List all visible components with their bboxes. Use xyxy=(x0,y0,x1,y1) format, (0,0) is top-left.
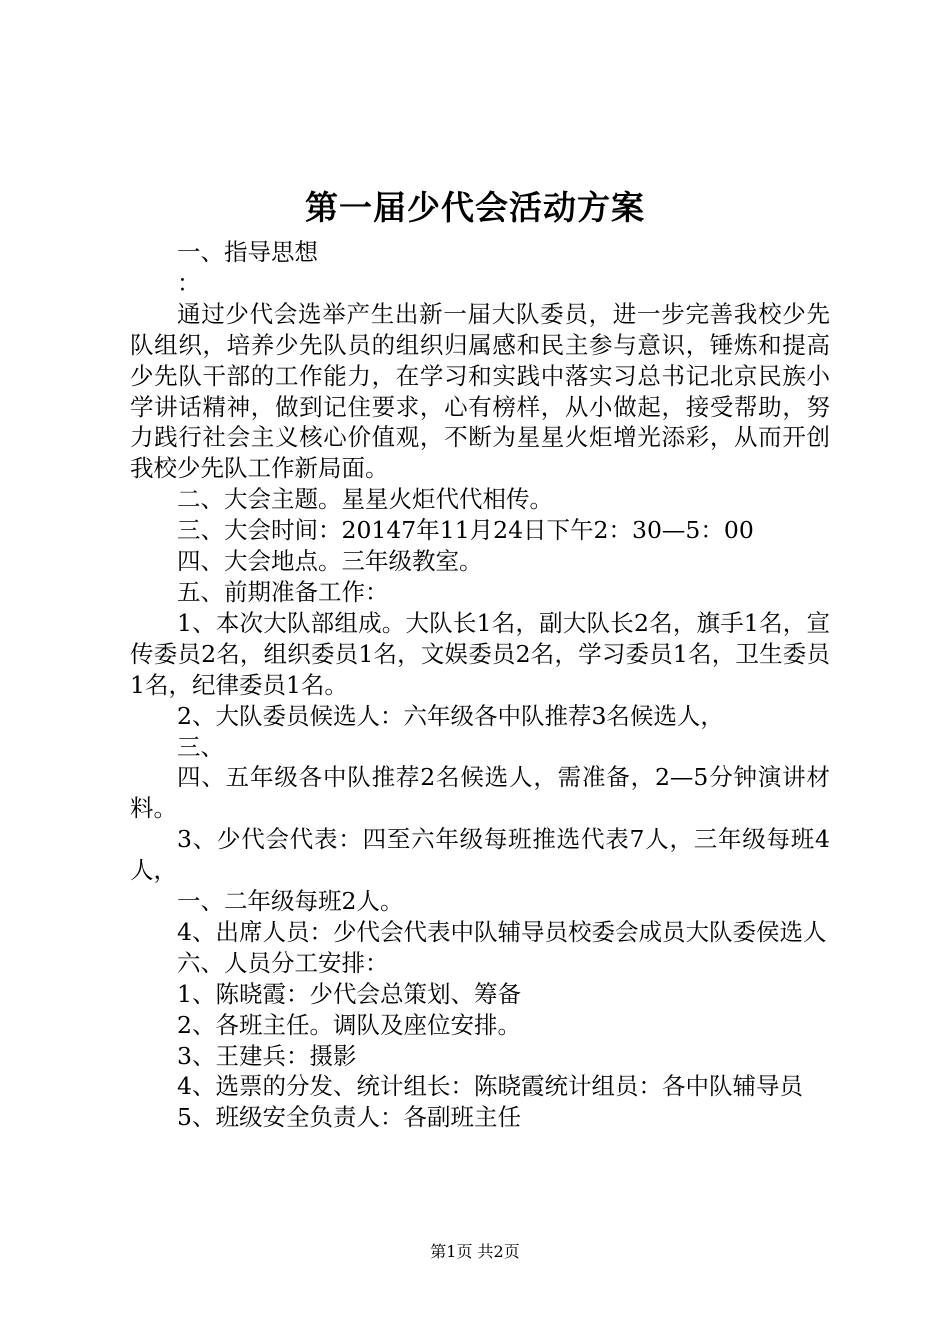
paragraph: 四、五年级各中队推荐2名候选人，需准备，2—5分钟演讲材料。 xyxy=(130,763,830,823)
document-body xyxy=(130,237,830,1133)
page-footer: 第1页 共2页 xyxy=(430,1242,520,1261)
paragraph: 二、大会主题。星星火炬代代相传。 xyxy=(177,485,553,514)
paragraph: 4、出席人员：少代会代表中队辅导员校委会成员大队委侯选人 xyxy=(177,917,827,946)
paragraph: 一、二年级每班2人。 xyxy=(177,887,404,916)
paragraph: 四、大会地点。三年级教室。 xyxy=(177,547,483,576)
paragraph: 三、 xyxy=(177,732,224,761)
paragraph: 六、人员分工安排： xyxy=(177,948,389,977)
paragraph: 1、陈晓霞：少代会总策划、筹备 xyxy=(177,979,521,1008)
paragraph: 三、大会时间：20147年11月24日下午2：30—5：00 xyxy=(177,516,754,545)
paragraph: 2、各班主任。调队及座位安排。 xyxy=(177,1010,521,1039)
paragraph: 1、本次大队部组成。大队长1名，副大队长2名，旗手1名，宣传委员2名，组织委员1名，文娱委员2名，学习委员1名，卫生委员1名，纪律委员1名。 xyxy=(130,608,830,699)
paragraph: 五、前期准备工作： xyxy=(177,577,389,606)
paragraph: 2、大队委员候选人：六年级各中队推荐3名候选人， xyxy=(177,701,724,730)
paragraph: 4、选票的分发、统计组长：陈晓霞统计组员：各中队辅导员 xyxy=(177,1072,803,1101)
paragraph: 3、少代会代表：四至六年级每班推选代表7人，三年级每班4人， xyxy=(130,825,830,885)
paragraph: 一、指导思想 xyxy=(177,238,318,266)
document-title: 第一届少代会活动方案 xyxy=(305,188,645,227)
paragraph: 5、班级安全负责人：各副班主任 xyxy=(177,1103,521,1132)
paragraph: 通过少代会选举产生出新一届大队委员，进一步完善我校少先队组织，培养少先队员的组织归属感和民主参与意识，锤炼和提高少先队干部的工作能力，在学习和实践中落实习总书记北京民族小学讲话精神，做到记住要求，心有榜样，从小做起，接受帮助，努力践行社会主义核心价值观，不断为星星火炬增光添彩，从而开创我校少先队工作新局面。 xyxy=(130,299,830,483)
paragraph: 3、王建兵：摄影 xyxy=(177,1041,357,1070)
paragraph: ： xyxy=(177,268,201,297)
